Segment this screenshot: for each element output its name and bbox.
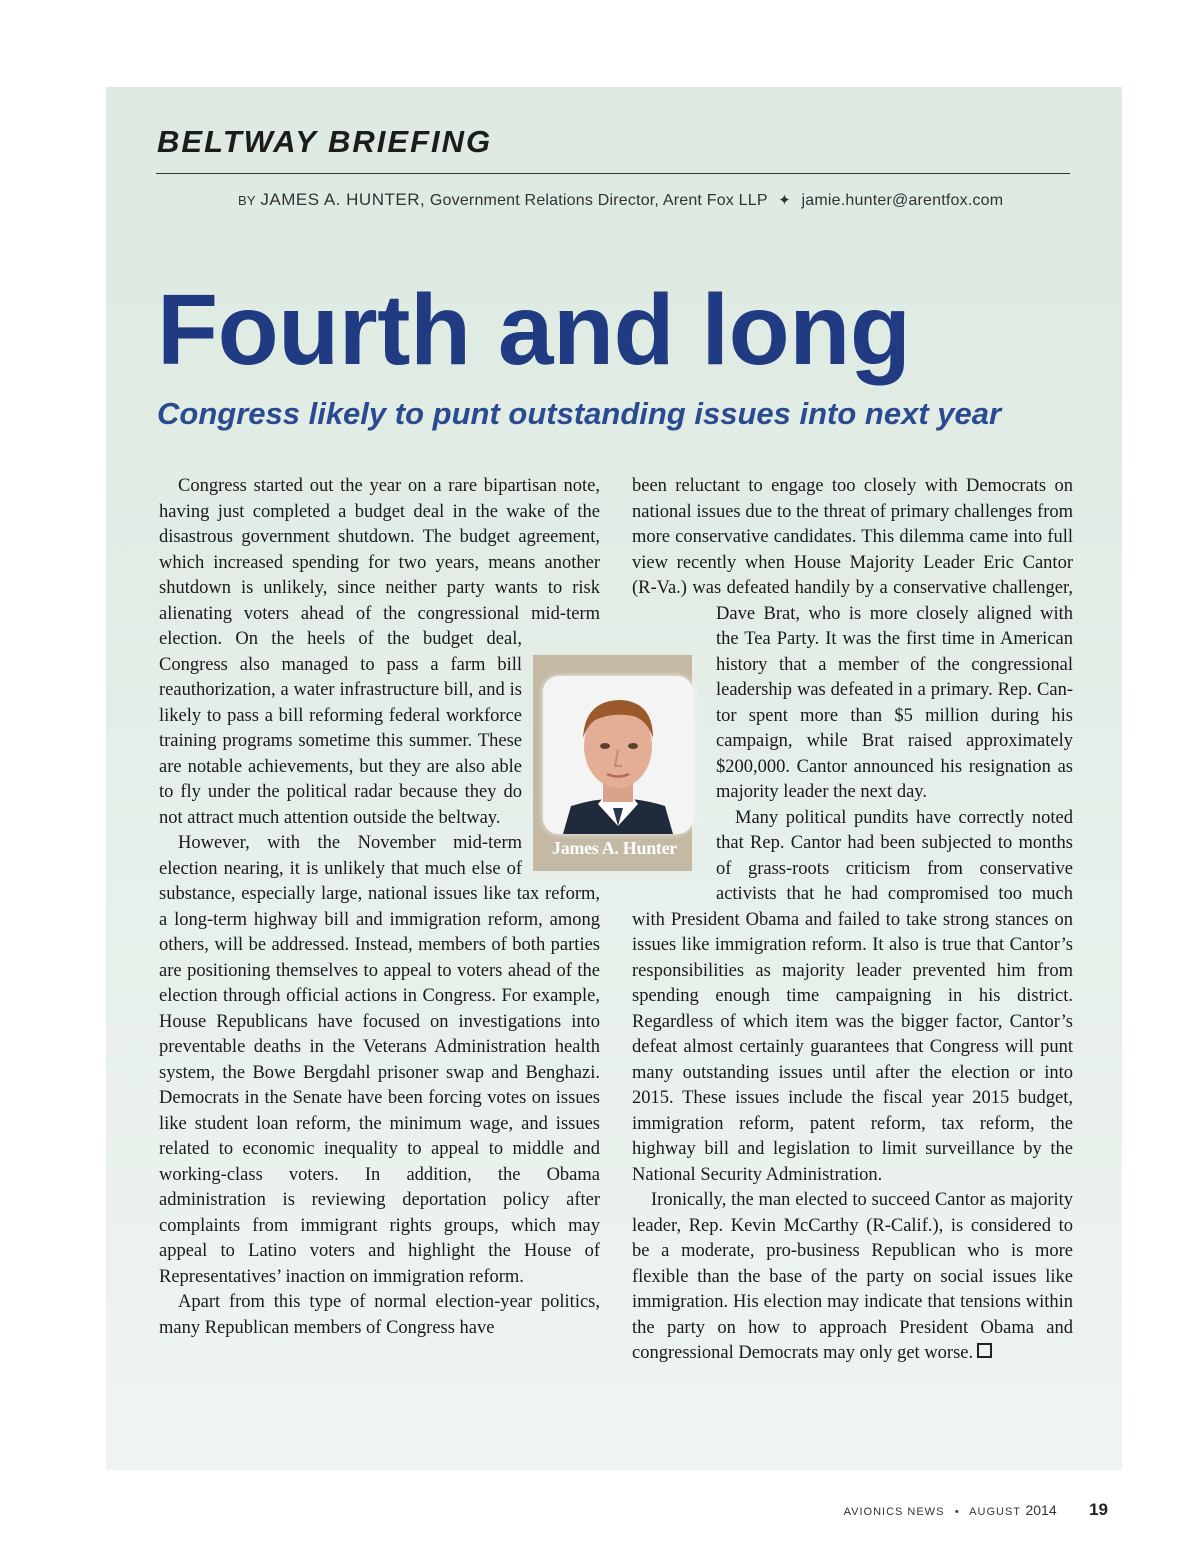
article-paragraph: Congress started out the year on a rare bipartisan note, having just completed a budget deal in the wake of the disastrous government shutdown. The budget agreement, which increased spending for two years, means another shutdown is unlikely, since neither party wants to risk alienating voters ahead of the congressional mid-term election. On the heels of the budget deal, Congress also managed to pass a farm bill reauthorization, a water infrastructure bill, and is likely to pass a bill reforming federal workforce training programs sometime this summer. These are notable achievements, but they are also able to fly under the political radar because they do not attract much attention outside the beltway. (159, 476, 600, 828)
byline-title: Government Relations Director, Arent Fox LLP (429, 192, 768, 209)
headline: Fourth and long (157, 274, 911, 386)
article-paragraph: Apart from this type of normal election-year politics, many Republican members of Congress have (159, 1292, 600, 1338)
photo-caption: James A. Hunter (552, 838, 677, 858)
page-number: 19 (1089, 1500, 1108, 1519)
article-paragraph: been reluctant to engage too closely with Democrats on national issues due to the threat of primary challenges from more conservative candidates. This dilemma came into full view recently when House Majority Leader Eric Cantor (R-Va.) was defeated handily by a conservative challenger, Dave Brat, who is more closely aligned with the Tea Party. It was the first time in American history that a member of the congressional leadership was defeated in a primary. Rep. Cantor spent more than $5 million during his campaign, while Brat raised approximately $200,000. Cantor announced his resignation as majority leader the next day. (632, 476, 1073, 802)
byline (238, 190, 1003, 210)
footer-bullet: • (954, 1506, 959, 1518)
article-column-right (632, 474, 1073, 1367)
header-rule (156, 173, 1070, 174)
byline-author: JAMES A. HUNTER, (260, 190, 426, 209)
article-paragraph-text: Ironically, the man elected to succeed Cantor as majority leader, Rep. Kevin McCarthy (R-Calif.), is considered to be a moderate, pro-business Republican who is more flexible than the base of the party on social issues like immigration. His election may indicate that tensions within the party on how to approach President Obama and congressional Democrats may only get worse. (632, 1190, 1073, 1363)
byline-separator-icon: ✦ (778, 192, 791, 209)
author-portrait-icon (543, 676, 693, 834)
footer-year: 2014 (1025, 1502, 1057, 1518)
end-mark-icon (977, 1343, 992, 1358)
article-column-left (159, 474, 600, 1341)
article-paragraph: However, with the November mid-term election nearing, it is unlikely that much else of substance, especially large, national issues like tax reform, a long-term highway bill and immigration reform, among others, will be addressed. Instead, members of both parties are positioning themselves to appeal to voters ahead of the election through official actions in Congress. For example, House Republicans have focused on investigations into preventable deaths in the Veterans Administration health system, the Bowe Bergdahl prisoner swap and Benghazi. Democrats in the Senate have been forcing votes on issues like student loan reform, the minimum wage, and issues related to economic inequality to appeal to middle and working-class voters. In addition, the Obama administration is reviewing deportation policy after complaints from immigrant rights groups, which may appeal to Latino voters and highlight the House of Representatives’ inaction on immigration reform. (159, 833, 600, 1287)
section-label: BELTWAY BRIEFING (157, 124, 493, 159)
footer-month: AUGUST (969, 1506, 1022, 1518)
footer-publication: AVIONICS NEWS (843, 1506, 945, 1518)
article-paragraph (632, 1188, 1073, 1367)
subhead: Congress likely to punt outstanding issues into next year (157, 396, 1002, 431)
byline-by: BY (238, 193, 256, 208)
byline-email[interactable]: jamie.hunter@arentfox.com (801, 192, 1004, 209)
page-footer (844, 1500, 1108, 1520)
article-paragraph: Many political pundits have correctly noted that Rep. Cantor had been subjected to months of grass-roots criticism from conservative activists that he had compromised too much with President Obama and failed to take strong stances on issues like immigration reform. It also is true that Cantor’s responsibilities as majority leader prevented him from spending enough time campaigning in his district. Regardless of which item was the bigger factor, Cantor’s defeat almost certainly guarantees that Congress will punt many outstanding issues until after the election or into 2015. These issues include the fiscal year 2015 budget, immigration reform, patent reform, tax reform, the highway bill and legislation to limit surveillance by the National Security Administration. (632, 807, 1073, 1185)
